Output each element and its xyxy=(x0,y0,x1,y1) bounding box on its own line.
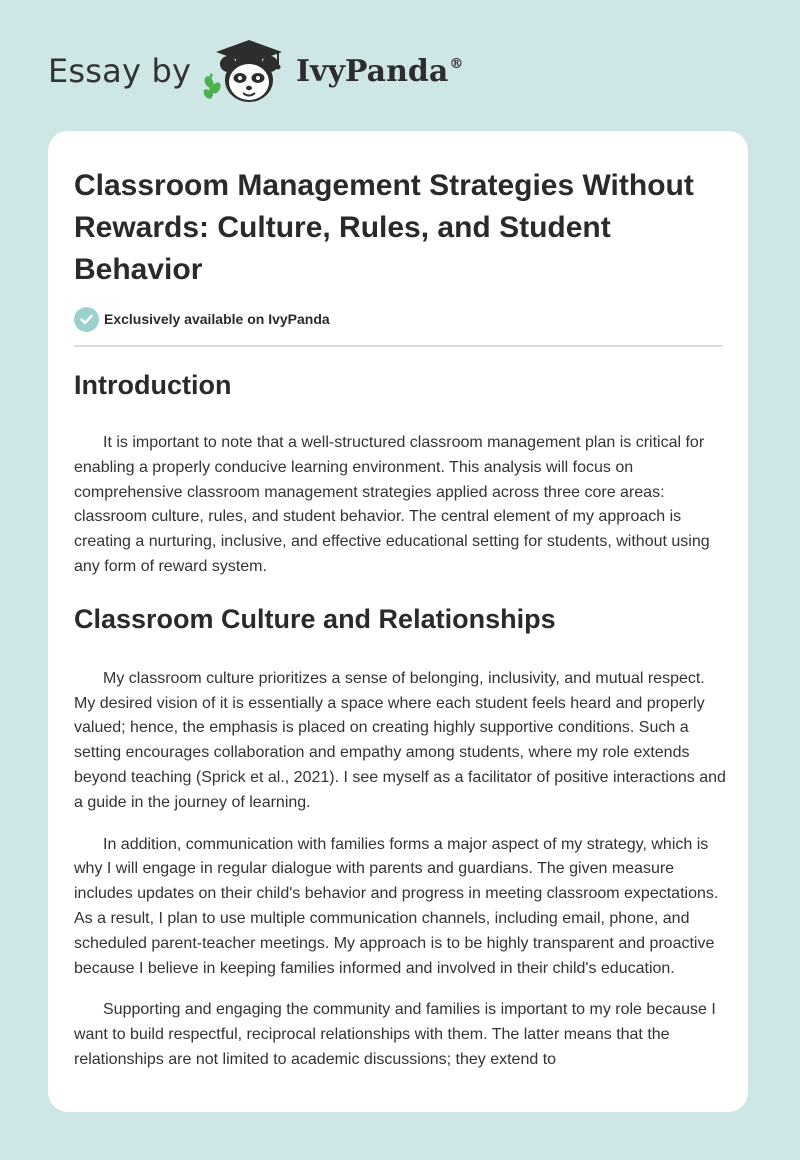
brand-name[interactable]: IvyPanda® xyxy=(296,54,464,89)
essay-card xyxy=(48,131,748,1112)
paragraph: It is important to note that a well-structured classroom management plan is critical for enabling a properly conducive learning environment. This analysis will focus on comprehensive classroom management strategies applied across three core areas: classroom culture, rules, and student behavior. The central element of my approach is creating a nurturing, inclusive, and effective educational setting for students, without using any form of reward system. xyxy=(74,434,710,575)
site-header xyxy=(0,0,800,130)
essay-body xyxy=(74,363,726,1090)
paragraph: In addition, communication with families forms a major aspect of my strategy, which is why I will engage in regular dialogue with parents and guardians. The given measure includes updates on their child's behavior and progress in meeting classroom expectations. As a result, I plan to use multiple communication channels, including email, phone, and scheduled parent-teacher meetings. My approach is to be highly transparent and proactive because I believe in keeping families informed and involved in their child's education. xyxy=(74,835,719,977)
section-heading: Introduction xyxy=(74,370,232,400)
registered-mark: ® xyxy=(449,56,464,72)
section-heading: Classroom Culture and Relationships xyxy=(74,603,556,634)
page-title: Classroom Management Strategies Without Rewards: Culture, Rules, and Student Behavior xyxy=(74,169,694,286)
paragraph: My classroom culture prioritizes a sense of belonging, inclusivity, and mutual respect. My desired vision of it is essentially a space where each student feels heard and properly valued; hence, the emphasis is placed on creating highly supportive conditions. Such a setting encourages collaboration and empathy among students, where my role extends beyond teaching (Sprick et al., 2021). I see myself as a facilitator of positive interactions and a guide in the journey of learning. xyxy=(74,669,726,811)
panda-logo-icon[interactable] xyxy=(200,36,292,108)
paragraph: Supporting and engaging the community and families is important to my role because I want to build respectful, reciprocal relationships with them. The latter means that the relationships are not limited to academic discussions; they extend to xyxy=(74,1001,716,1068)
brand-prefix: Essay by xyxy=(48,52,192,90)
exclusive-badge xyxy=(74,306,330,332)
divider xyxy=(74,345,723,347)
check-icon xyxy=(74,307,99,332)
exclusive-label: Exclusively available on IvyPanda xyxy=(104,311,330,327)
